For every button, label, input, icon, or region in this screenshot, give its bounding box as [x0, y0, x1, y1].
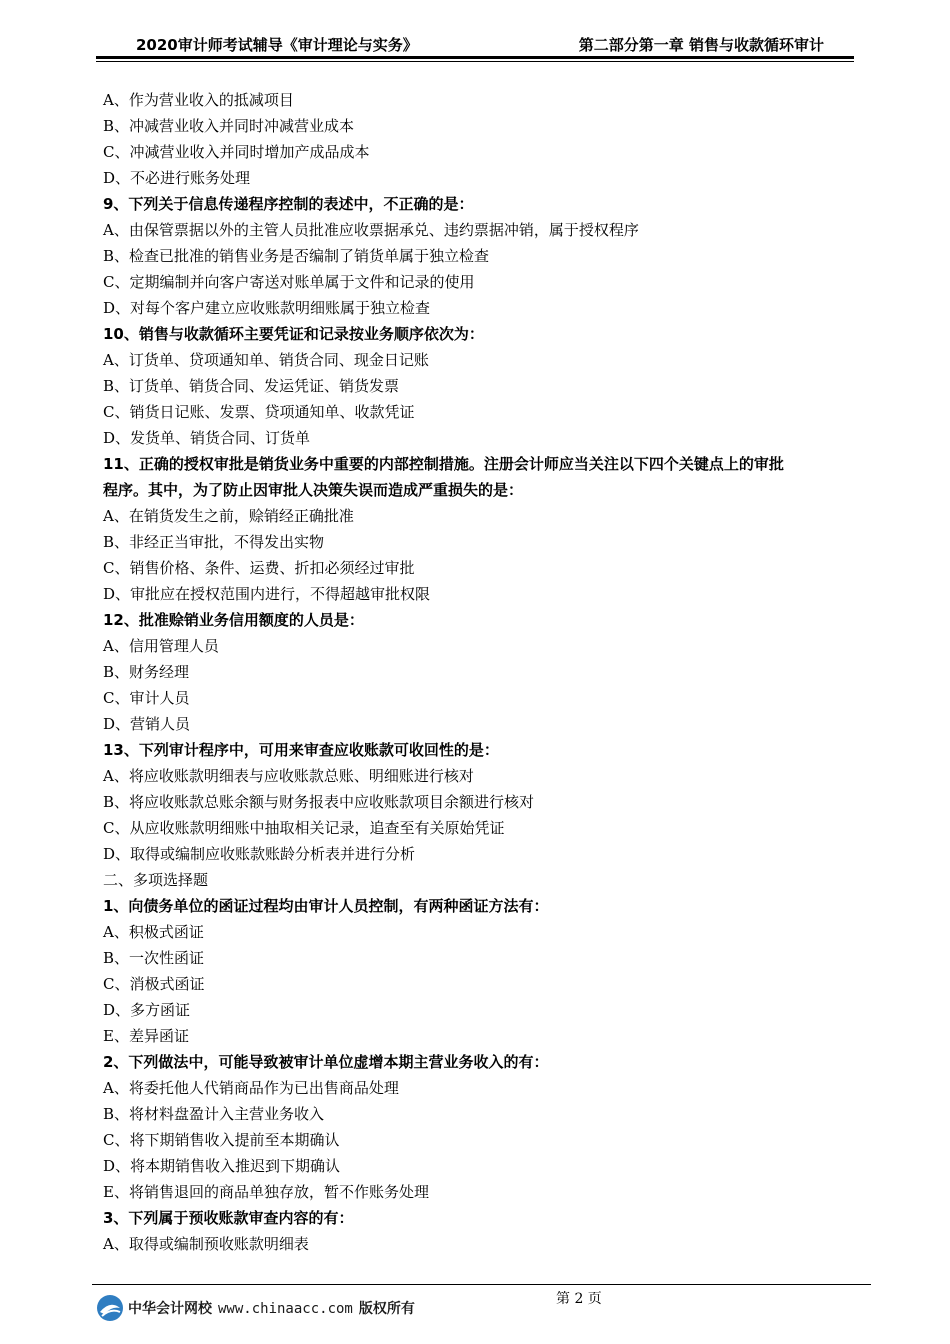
answer-option: A、将应收账款明细表与应收账款总账、明细账进行核对 — [103, 767, 474, 785]
footer-rights: 版权所有 — [358, 1301, 415, 1317]
document-body — [103, 87, 863, 1257]
answer-option: B、一次性函证 — [103, 949, 205, 967]
answer-option: B、订货单、销货合同、发运凭证、销货发票 — [103, 377, 400, 395]
answer-option: A、信用管理人员 — [103, 637, 219, 655]
page-number: 第 2 页 — [556, 1291, 602, 1307]
answer-option: A、订货单、贷项通知单、销货合同、现金日记账 — [103, 351, 429, 369]
answer-option: C、定期编制并向客户寄送对账单属于文件和记录的使用 — [103, 273, 475, 291]
answer-option: D、审批应在授权范围内进行，不得超越审批权限 — [103, 585, 431, 603]
question-text: 11、正确的授权审批是销货业务中重要的内部控制措施。注册会计师应当关注以下四个关键点上的审批 — [103, 455, 784, 473]
answer-option: D、发货单、销货合同、订货单 — [103, 429, 311, 447]
answer-option: C、审计人员 — [103, 689, 190, 707]
answer-option: C、冲减营业收入并同时增加产成品成本 — [103, 143, 370, 161]
answer-option: A、积极式函证 — [103, 923, 204, 941]
question-text: 2、下列做法中，可能导致被审计单位虚增本期主营业务收入的有： — [103, 1053, 549, 1071]
header-rule-thin — [96, 61, 854, 62]
answer-option: C、销售价格、条件、运费、折扣必须经过审批 — [103, 559, 415, 577]
answer-option: D、将本期销售收入推迟到下期确认 — [103, 1157, 341, 1175]
answer-option: E、将销售退回的商品单独存放，暂不作账务处理 — [103, 1183, 429, 1201]
answer-option: A、在销货发生之前，赊销经正确批准 — [103, 507, 354, 525]
answer-option: C、从应收账款明细账中抽取相关记录，追查至有关原始凭证 — [103, 819, 505, 837]
answer-option: C、消极式函证 — [103, 975, 205, 993]
answer-option: B、财务经理 — [103, 663, 190, 681]
header-title: 2020审计师考试辅导《审计理论与实务》 — [136, 36, 418, 54]
answer-option: B、将材料盘盈计入主营业务收入 — [103, 1105, 325, 1123]
answer-option: B、检查已批准的销售业务是否编制了销货单属于独立检查 — [103, 247, 490, 265]
question-text: 程序。其中，为了防止因审批人决策失误而造成严重损失的是： — [103, 481, 524, 499]
header-rule — [96, 56, 854, 59]
header-chapter: 第二部分第一章 销售与收款循环审计 — [578, 36, 824, 54]
chinaacc-logo-icon — [96, 1294, 124, 1322]
answer-option: B、将应收账款总账余额与财务报表中应收账款项目余额进行核对 — [103, 793, 535, 811]
section-heading: 二、多项选择题 — [103, 871, 209, 889]
answer-option: C、销货日记账、发票、贷项通知单、收款凭证 — [103, 403, 415, 421]
answer-option: B、非经正当审批，不得发出实物 — [103, 533, 325, 551]
footer-site[interactable]: www.chinaacc.com — [218, 1301, 353, 1317]
answer-option: A、由保管票据以外的主管人员批准应收票据承兑、违约票据冲销，属于授权程序 — [103, 221, 639, 239]
question-text: 9、下列关于信息传递程序控制的表述中，不正确的是： — [103, 195, 474, 213]
footer-brand-name: 中华会计网校 — [128, 1301, 212, 1317]
question-text: 3、下列属于预收账款审查内容的有： — [103, 1209, 354, 1227]
answer-option: D、不必进行账务处理 — [103, 169, 251, 187]
question-text: 10、销售与收款循环主要凭证和记录按业务顺序依次为： — [103, 325, 484, 343]
page-header — [96, 30, 854, 56]
answer-option: C、将下期销售收入提前至本期确认 — [103, 1131, 340, 1149]
answer-option: D、取得或编制应收账款账龄分析表并进行分析 — [103, 845, 416, 863]
answer-option: D、营销人员 — [103, 715, 191, 733]
answer-option: E、差异函证 — [103, 1027, 189, 1045]
question-text: 12、批准赊销业务信用额度的人员是： — [103, 611, 364, 629]
answer-option: D、多方函证 — [103, 1001, 191, 1019]
answer-option: B、冲减营业收入并同时冲减营业成本 — [103, 117, 355, 135]
answer-option: A、取得或编制预收账款明细表 — [103, 1235, 309, 1253]
answer-option: A、将委托他人代销商品作为已出售商品处理 — [103, 1079, 399, 1097]
question-text: 13、下列审计程序中，可用来审查应收账款可收回性的是： — [103, 741, 499, 759]
footer-rule — [92, 1284, 871, 1285]
answer-option: D、对每个客户建立应收账款明细账属于独立检查 — [103, 299, 431, 317]
answer-option: A、作为营业收入的抵减项目 — [103, 91, 294, 109]
footer-brand — [128, 1298, 415, 1318]
question-text: 1、向债务单位的函证过程均由审计人员控制，有两种函证方法有： — [103, 897, 549, 915]
